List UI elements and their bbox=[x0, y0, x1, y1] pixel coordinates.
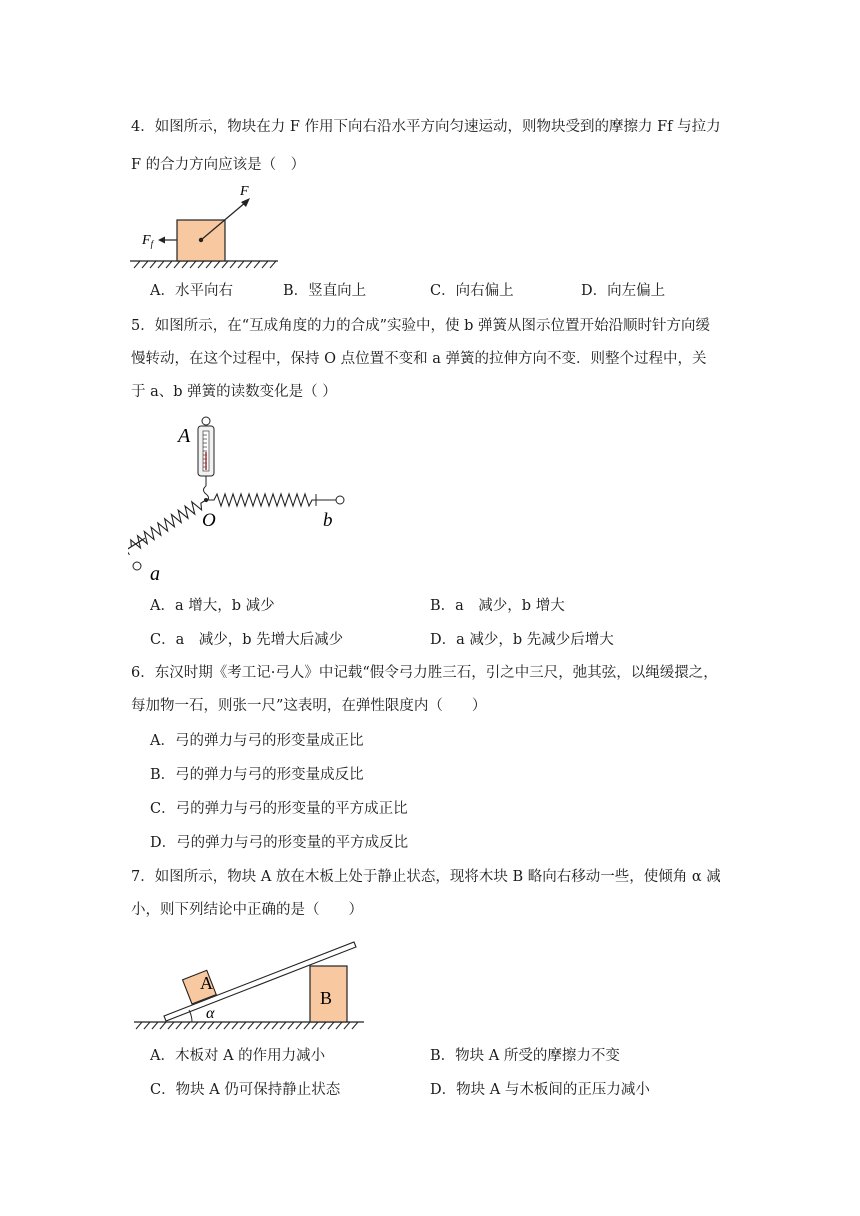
q7-option-c[interactable]: C．物块 A 仍可保持静止状态 bbox=[150, 1082, 341, 1098]
q7-figure bbox=[134, 934, 366, 1032]
q5-option-c[interactable]: C．a 减少，b 先增大后减少 bbox=[150, 632, 344, 648]
q7-option-d[interactable]: D．物块 A 与木板间的正压力减小 bbox=[430, 1082, 650, 1098]
q7-option-a[interactable]: A．木板对 A 的作用力减小 bbox=[150, 1048, 326, 1064]
q6-stem-line2: 每加物一石，则张一尺”这表明，在弹性限度内（ ） bbox=[131, 698, 487, 714]
q5-option-d[interactable]: D．a 减少，b 先减少后增大 bbox=[430, 632, 614, 648]
q5-option-b[interactable]: B．a 减少，b 增大 bbox=[430, 598, 565, 614]
q5-stem-line1: 5．如图所示，在“互成角度的力的合成”实验中，使 b 弹簧从图示位置开始沿顺时针方向缓 bbox=[131, 318, 711, 334]
label-A: A bbox=[178, 425, 191, 447]
q5-option-a[interactable]: A．a 增大，b 减少 bbox=[150, 598, 275, 614]
q6-stem-line1: 6．东汉时期《考工记·弓人》中记载“假令弓力胜三石，引之中三尺，弛其弦，以绳缓擐之， bbox=[131, 665, 718, 681]
q4-figure bbox=[130, 182, 280, 270]
label-A: A bbox=[200, 973, 213, 993]
q4-option-c[interactable]: C．向右偏上 bbox=[430, 283, 514, 299]
q4-stem-line2: F 的合力方向应该是（ ） bbox=[131, 157, 306, 173]
q4-option-a[interactable]: A．水平向右 bbox=[150, 283, 233, 299]
q7-option-b[interactable]: B．物块 A 所受的摩擦力不变 bbox=[430, 1048, 620, 1064]
label-B: B bbox=[320, 988, 333, 1008]
q7-stem-line1: 7．如图所示，物块 A 放在木板上处于静止状态，现将木块 B 略向右移动一些，使倾角 α 减 bbox=[131, 869, 721, 885]
q7-stem-line2: 小，则下列结论中正确的是（ ） bbox=[131, 902, 363, 918]
label-b: b bbox=[323, 510, 333, 531]
label-a: a bbox=[150, 563, 160, 584]
label-O: O bbox=[202, 510, 216, 531]
q6-option-b[interactable]: B．弓的弹力与弓的形变量成反比 bbox=[150, 767, 364, 783]
q6-option-c[interactable]: C．弓的弹力与弓的形变量的平方成正比 bbox=[150, 801, 408, 817]
force-label: F bbox=[240, 184, 249, 199]
q4-option-d[interactable]: D．向左偏上 bbox=[581, 283, 666, 299]
q4-stem-line1: 4．如图所示，物块在力 F 作用下向右沿水平方向匀速运动，则物块受到的摩擦力 Ff 与拉力 bbox=[131, 119, 721, 135]
q4-option-b[interactable]: B．竖直向上 bbox=[283, 283, 367, 299]
q5-stem-line2: 慢转动，在这个过程中，保持 O 点位置不变和 a 弹簧的拉伸方向不变．则整个过程中，关 bbox=[131, 351, 707, 367]
spring-a bbox=[128, 495, 209, 557]
q6-option-d[interactable]: D．弓的弹力与弓的形变量的平方成反比 bbox=[150, 835, 409, 851]
spring-b bbox=[208, 494, 324, 506]
q5-figure bbox=[128, 414, 350, 584]
q6-option-a[interactable]: A．弓的弹力与弓的形变量成正比 bbox=[150, 733, 364, 749]
friction-label: $F_f$ bbox=[142, 233, 154, 249]
label-alpha: α bbox=[206, 1005, 215, 1022]
q5-stem-line3: 于 a、b 弹簧的读数变化是（ ） bbox=[131, 384, 337, 400]
